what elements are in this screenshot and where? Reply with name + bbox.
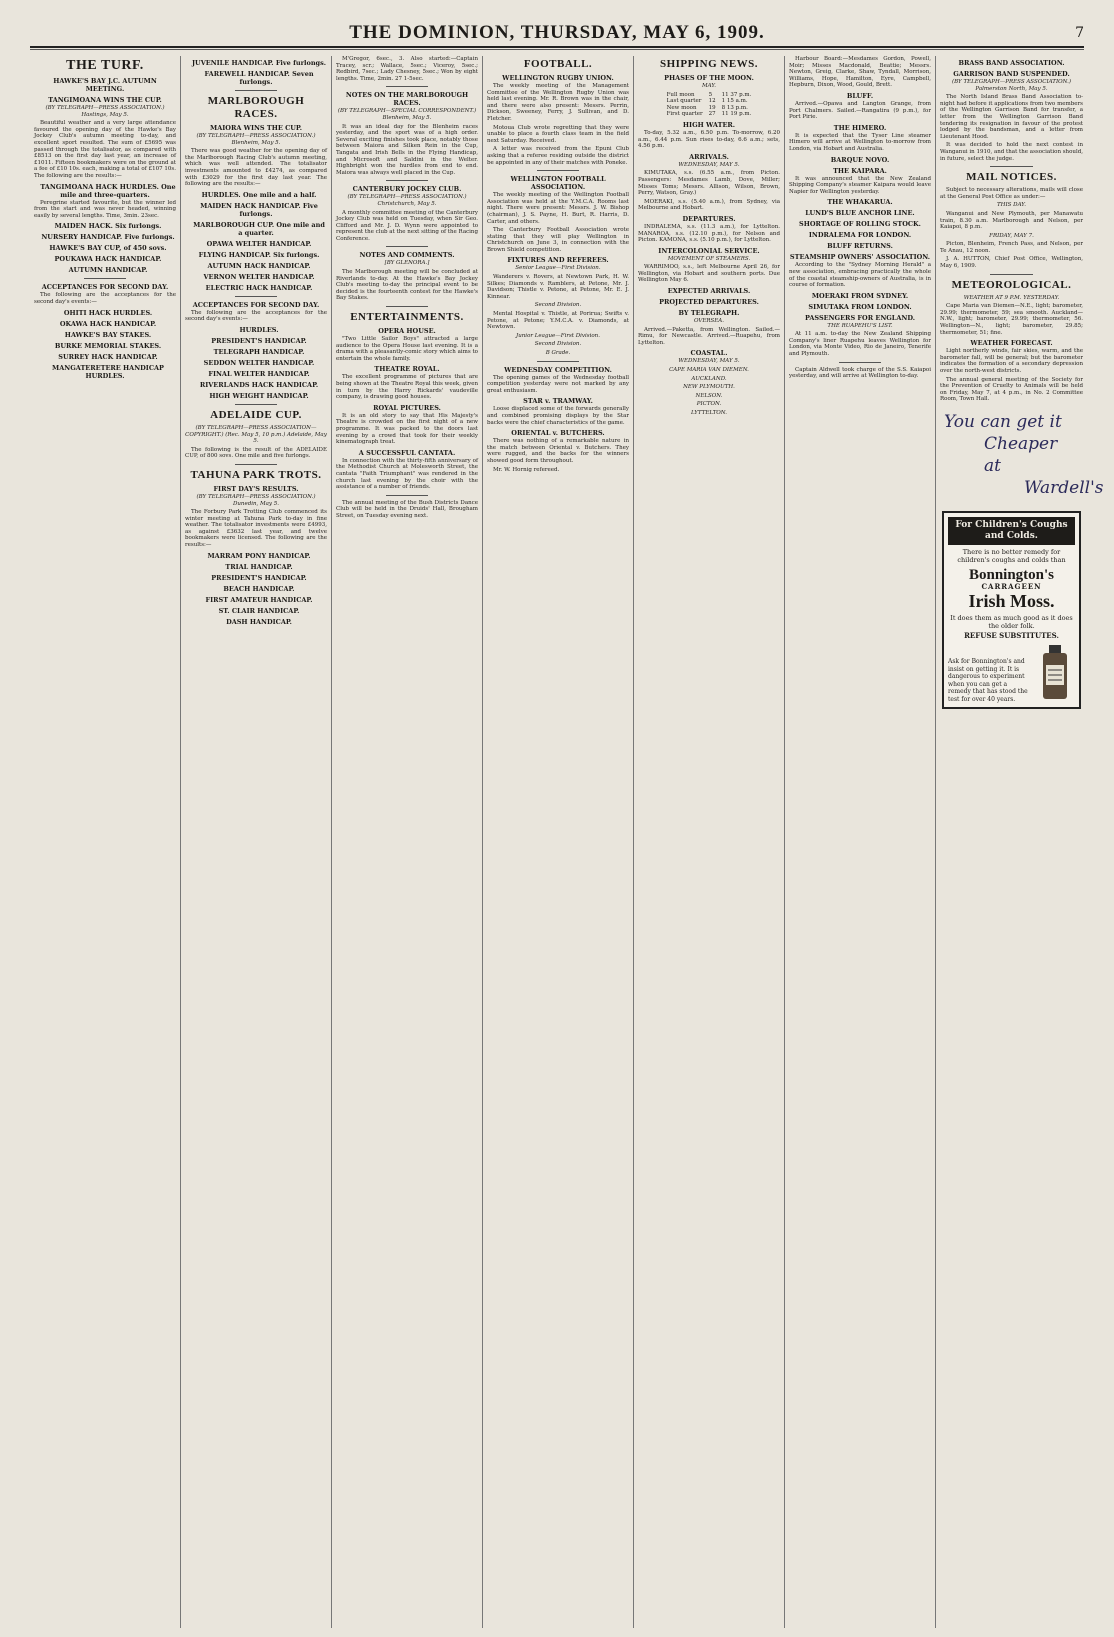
divider <box>84 278 127 279</box>
moon-phases-table <box>664 92 755 118</box>
paragraph: It is an old story to say that His Majesty's Theatre is crowded on the first night of a new programme. It was packed to the doors last evening by a crowd that took for their weekly kinematograph treat. <box>336 412 478 446</box>
race-heading: FINAL WELTER HANDICAP. <box>208 369 310 378</box>
article-heading: BLUFF RETURNS. <box>827 242 893 251</box>
paragraph: "Two Little Sailor Boys" attracted a large audience to the Opera House last evening. It is a drama with a pleasantly-comic story which aims to entertain the whole family. <box>336 336 478 362</box>
divider <box>839 362 882 363</box>
article-heading: BLUFF. <box>846 91 874 100</box>
byline: (BY TELEGRAPH—PRESS ASSOCIATION.) Blenheim, May 5. <box>196 133 316 146</box>
moon-phase-row <box>664 111 755 118</box>
column-4 <box>483 56 634 1628</box>
byline: (BY TELEGRAPH—PRESS ASSOCIATION.) Hastings, May 5. <box>45 105 165 118</box>
article-heading: STEAMSHIP OWNERS' ASSOCIATION. <box>789 253 931 262</box>
article-heading: THEATRE ROYAL. <box>374 365 440 374</box>
race-heading: OHITI HACK HURDLES. <box>63 308 153 317</box>
article-subheading: WEDNESDAY, MAY 5. <box>678 358 740 365</box>
paragraph: Arrived.—Opawa and Langton Grange, from Port Chalmers. Sailed.—Rangatira (9 p.m.), for Port Pirie. <box>789 100 931 121</box>
moon-phase-row <box>664 98 755 105</box>
paragraph: Loose displaced some of the forwards generally and combined promising displays by the Star backs were the chief characteristics of the game. <box>487 406 629 426</box>
article-heading: BY TELEGRAPH. <box>678 309 740 318</box>
paragraph: A letter was received from the Epuni Club asking that a referee residing outside the district be appointed in any of their matches with Poneke. <box>487 146 629 166</box>
article-subheading: OVERSEA. <box>693 318 725 325</box>
divider <box>386 495 429 496</box>
article-heading: A SUCCESSFUL CANTATA. <box>358 448 456 457</box>
moon-time: 11 37 p.m. <box>721 91 752 98</box>
article-heading: PASSENGERS FOR ENGLAND. <box>804 313 916 322</box>
race-heading: AUTUMN HANDICAP. <box>68 266 148 275</box>
article-heading: GARRISON BAND SUSPENDED. <box>953 70 1070 78</box>
article-subheading: CAPE MARIA VAN DIEMEN. <box>669 367 749 374</box>
paragraph: MOERAKI, s.s. (5.40 a.m.), from Sydney, via Melbourne and Hobart. <box>638 198 780 212</box>
paragraph: There was good weather for the opening day of the Marlborough Racing Club's autumn meeting, which was well attended. The totalisator investments amounted to £4274, as compared with £3029 for the first day last year. The following are the results:— <box>185 148 327 188</box>
divider <box>235 90 278 91</box>
race-heading: SEDDON WELTER HANDICAP. <box>203 358 315 367</box>
race-heading: TELEGRAPH HANDICAP. <box>213 347 305 356</box>
article-heading: MAIORA WINS THE CUP. <box>210 124 302 132</box>
paragraph: The following is the result of the ADELAIDE CUP, of 800 sovs. One mile and five furlongs. <box>185 446 327 460</box>
bottle-icon <box>1035 643 1075 703</box>
race-heading: FIRST AMATEUR HANDICAP. <box>205 595 313 604</box>
article-heading: SIMUTAKA FROM LONDON. <box>808 302 912 311</box>
section-heading: TAHUNA PARK TROTS. <box>190 468 322 481</box>
article-heading: NOTES AND COMMENTS. <box>359 251 455 260</box>
ad-illustration-row <box>948 643 1075 703</box>
article-heading: HIGH WATER. <box>682 120 736 129</box>
section-heading: ADELAIDE CUP. <box>210 408 302 421</box>
race-heading: DASH HANDICAP. <box>226 617 292 626</box>
article-heading: WEATHER FORECAST. <box>970 339 1053 348</box>
column-6 <box>785 56 936 1628</box>
paragraph: Cape Maria van Diemen—N.E., light; barometer, 29.99; thermometer, 59; sea smooth. Auckland—N.W., light; barometer, 29.99; thermometer, 56. Wellington—N., light; barometer, 29.85; thermometer, 51; fine. <box>940 303 1083 336</box>
paragraph: M'Gregor, 6sec., 3. Also started:—Captain Tracey, scr.; Wallace, 5sec.; Viceroy, 5sec.; Redbird, 7sec.; Lady Chesney, 5sec.; Won by eight lengths. Time, 2min. 27 1-5sec. <box>336 56 478 82</box>
divider <box>386 306 429 307</box>
race-heading: MAIDEN HACK. Six furlongs. <box>54 222 162 231</box>
paragraph: The Marlborough meeting will be concluded at Riverlands to-day. At the Hawke's Bay Jockey Club's meeting to-day the principal event to be decided is the fourteenth contest for the Hawke's Bay Stakes. <box>336 269 478 302</box>
race-heading: PRESIDENT'S HANDICAP. <box>211 573 307 582</box>
article-heading: INDRALEMA FOR LONDON. <box>808 231 912 240</box>
paragraph: It was announced that the New Zealand Shipping Company's steamer Kaipara would leave Napier for Wellington yesterday. <box>789 175 931 195</box>
article-heading: CANTERBURY JOCKEY CLUB. <box>352 185 462 194</box>
paragraph: The following are the acceptances for the second day's events:— <box>185 309 327 323</box>
paragraph: Picton, Blenheim, French Pass, and Nelson, per Te Anau, 12 noon. <box>940 241 1083 254</box>
byline: (BY TELEGRAPH—PRESS ASSOCIATION—COPYRIGHT.) (Rec. May 5, 10 p.m.) Adelaide, May 5. <box>185 424 327 445</box>
ad-text: It does them as much good as it does the older folk. <box>950 613 1073 630</box>
byline: (BY TELEGRAPH—SPECIAL CORRESPONDENT.) Blenheim, May 5. <box>337 108 477 121</box>
paragraph: Wanderers v. Rovers, at Newtown Park, H. W. Silkes; Diamonds v. Ramblers, at Petone, Mr. J. Davidson; Thistle v. Petone, at Petone, Mr. E. J. Kinnear. <box>487 274 629 300</box>
article-heading: ROYAL PICTURES. <box>373 403 441 412</box>
paragraph: At 11 a.m. to-day the New Zealand Shipping Company's liner Ruapehu leaves Wellington for London, via Monte Video, Rio de Janeiro, Tenerife and Plymouth. <box>789 331 931 358</box>
section-heading: FOOTBALL. <box>523 58 593 70</box>
paragraph: Light northerly winds, fair skies, warm, and the barometer fall, will be general; but the barometer indicates the formation of a secondary depression over the north-west districts. <box>940 348 1083 374</box>
article-heading: FIRST DAY'S RESULTS. <box>213 484 299 493</box>
masthead-rule <box>30 49 1084 50</box>
moon-month: MAY. <box>701 83 717 89</box>
article-subheading: WEATHER AT 9 P.M. YESTERDAY. <box>963 294 1060 301</box>
race-heading: MARRAM PONY HANDICAP. <box>207 551 311 560</box>
article-heading: INTERCOLONIAL SERVICE. <box>658 246 760 255</box>
divider <box>235 464 278 465</box>
article-subheading: LYTTELTON. <box>691 410 727 416</box>
race-heading: MARLBOROUGH CUP. One mile and a quarter. <box>193 220 325 237</box>
masthead-title: THE DOMINION, THURSDAY, MAY 6, 1909. <box>349 22 765 43</box>
paragraph: Beautiful weather and a very large attendance favoured the opening day of the Hawke's Bay Jockey Club's autumn meeting to-day, and excellent sport resulted. The sum of £5695 was passed through the totalisator, as compared with £8513 on the first day last year, an increase of £1011. Fifteen bookmakers were on the ground at a fee of £10 10s. each, making a total of £107 10s. The following are the results:— <box>34 120 176 179</box>
paragraph: It was decided to hold the next contest in Wanganui in 1910, and that the association should, in future, select the judge. <box>940 142 1083 162</box>
article-subheading: THE RUAPEHU'S LIST. <box>827 322 893 329</box>
ad-warning: REFUSE SUBSTITUTES. <box>964 630 1059 640</box>
moon-phase: Full moon <box>666 91 695 98</box>
race-heading: VERNON WELTER HANDICAP. <box>203 272 315 281</box>
article-heading: THE KAIPARA. <box>833 166 887 175</box>
columns <box>30 56 1104 1628</box>
bonningtons-advertisement <box>942 511 1081 709</box>
column-7 <box>936 56 1104 1628</box>
article-heading: THE WHAKARUA. <box>827 198 893 207</box>
moon-phase-row <box>664 105 755 112</box>
paragraph: To-day, 5.32 a.m., 6.50 p.m. To-morrow, 6.20 a.m., 6.44 p.m. Sun rises to-day, 6.6 a.m.; sets, 4.56 p.m. <box>638 129 780 150</box>
paragraph: The Canterbury Football Association wrote stating that they will play Wellington in Christchurch on June 3, in connection with the Brown Shield competition. <box>487 227 629 253</box>
article-heading: WELLINGTON RUGBY UNION. <box>502 74 614 82</box>
section-heading: METEOROLOGICAL. <box>951 278 1072 291</box>
article-subheading: THIS DAY. <box>997 202 1026 209</box>
race-heading: HAWKE'S BAY CUP, of 450 sovs. <box>49 244 167 253</box>
byline: (BY TELEGRAPH—PRESS ASSOCIATION.) Christchurch, May 5. <box>347 194 467 207</box>
paragraph: The annual meeting of the Bush Districts Dance Club will be held in the Druids' Hall, Brougham Street, on Tuesday evening next. <box>336 499 478 519</box>
divider <box>537 361 580 362</box>
byline: [BY GLENORA.] <box>384 260 430 267</box>
race-heading: HURDLES. One mile and a half. <box>201 190 317 199</box>
paragraph: Arrived.—Paketta, from Wellington. Sailed.—Rimu, for Newcastle. Arrived.—Ruapehu, from Lyttelton. <box>638 326 780 346</box>
race-heading: MANGATERETERE HANDICAP HURDLES. <box>52 363 164 380</box>
article-heading: ORIENTAL v. BUTCHERS. <box>511 429 605 438</box>
paragraph: The North Island Brass Band Association to-night had before it applications from two members of the Wellington Garrison Band for transfer, a letter from the Wellington Garrison Band tendering its resignation in favour of the protest lodged by the bandsman, and a letter from Lieutenant Hood. <box>940 94 1083 140</box>
paragraph: Subject to necessary alterations, mails will close at the General Post Office as under:— <box>940 187 1083 200</box>
article-heading: BRASS BAND ASSOCIATION. <box>958 59 1065 67</box>
byline: (BY TELEGRAPH—PRESS ASSOCIATION.) Dunedin, May 5. <box>196 493 316 507</box>
article-heading: PROJECTED DEPARTURES. <box>659 298 759 307</box>
ad-text: Ask for Bonnington's and insist on getting it. It is dangerous to experiment when you can get a remedy that has stood the test for over 40 years. <box>948 658 1028 703</box>
divider <box>235 404 278 405</box>
race-heading: HAWKE'S BAY STAKES. <box>64 330 152 339</box>
article-heading: ACCEPTANCES FOR SECOND DAY. <box>192 300 320 309</box>
article-heading: PHASES OF THE MOON. <box>664 74 754 82</box>
race-heading: AUTUMN HACK HANDICAP. <box>207 261 311 270</box>
article-heading: FIXTURES AND REFEREES. <box>507 256 609 265</box>
paragraph: According to the "Sydney Morning Herald" a new association, embracing practically the whole of the coastal steamship-owners of Australia, is in course of formation. <box>789 262 931 289</box>
race-heading: PRESIDENT'S HANDICAP. <box>211 336 307 345</box>
moon-time: 1 15 a.m. <box>721 98 748 105</box>
moon-day: 5 <box>708 91 713 98</box>
race-heading: SURREY HACK HANDICAP. <box>58 352 158 361</box>
paragraph: Peregrine started favourite, but the winner led from the start and was never headed, winning easily by several lengths. Time, 3min. 23sec. <box>34 199 176 219</box>
article-subheading: PICTON. <box>696 401 722 408</box>
race-heading: HIGH WEIGHT HANDICAP. <box>209 391 309 400</box>
article-heading: BARQUE NOVO. <box>830 155 890 164</box>
article-subheading: NELSON. <box>695 392 723 399</box>
article-subheading: AUCKLAND. <box>691 375 727 382</box>
moon-time: 8 13 p.m. <box>721 104 748 111</box>
article-heading: STAR v. TRAMWAY. <box>523 397 593 406</box>
race-heading: BURKE MEMORIAL STAKES. <box>54 341 162 350</box>
moon-phase-row <box>664 92 755 99</box>
race-heading: BEACH HANDICAP. <box>223 584 295 593</box>
article-subheading: Second Division. <box>534 341 582 348</box>
divider <box>235 296 278 297</box>
moon-phase: First quarter <box>666 111 703 118</box>
race-heading: RIVERLANDS HACK HANDICAP. <box>199 380 319 389</box>
paragraph: Harbour Board:—Mesdames Gordon, Powell, Moir; Misses Macdonald, Beattie; Messrs. Newton, Greig, Clarke, Shaw, Tyndall, Morrison, Williams, Hope, Hamilton, Eyre, Campbell, Hepburn, Dixon, Wood, Gould, Brett. <box>789 56 931 89</box>
paragraph: There was nothing of a remarkable nature in the match between Oriental v. Butchers. They were rugged, and the backs for the winners showed good form throughout. <box>487 438 629 464</box>
divider <box>537 170 580 171</box>
section-heading: MAIL NOTICES. <box>966 171 1057 184</box>
article-subheading: MOVEMENT OF STEAMERS. <box>667 255 751 262</box>
masthead <box>30 20 1084 48</box>
race-heading: NURSERY HANDICAP. Five furlongs. <box>41 233 175 242</box>
ad-product: Irish Moss. <box>968 590 1055 611</box>
column-3 <box>332 56 483 1628</box>
article-heading: NOTES ON THE MARLBOROUGH RACES. <box>345 91 469 108</box>
divider <box>990 274 1033 275</box>
section-heading: SHIPPING NEWS. <box>659 58 759 70</box>
paragraph: The following are the acceptances for the second day's events:— <box>34 292 176 305</box>
paragraph: Motoua Club wrote regretting that they were unable to place a fourth class team in the field next Saturday. Received. <box>487 124 629 144</box>
paragraph: INDRALEMA, s.s. (11.3 a.m.), for Lyttelton. MANAROA, s.s. (12.10 p.m.), for Nelson and Picton. KAMONA, s.s. (5.10 p.m.), for Lyttelton. <box>638 223 780 244</box>
paragraph: Mental Hospital v. Thistle, at Porirua; Swifts v. Petone, at Petone; Y.M.C.A. v. Diamonds, at Newtown. <box>487 311 629 331</box>
article-subheading: FRIDAY, MAY 7. <box>989 232 1034 239</box>
article-heading: WELLINGTON FOOTBALL ASSOCIATION. <box>510 175 606 192</box>
race-heading: ST. CLAIR HANDICAP. <box>218 606 300 615</box>
moon-phase: Last quarter <box>666 98 702 105</box>
paragraph: Mr. W. Hornig refereed. <box>493 466 560 473</box>
section-heading: THE TURF. <box>66 58 144 73</box>
article-heading: COASTAL. <box>690 349 728 358</box>
divider <box>386 86 429 87</box>
article-subheading: Second Division. <box>534 302 582 309</box>
article-subheading: Senior League—First Division. <box>515 265 601 272</box>
paragraph: The opening games of the Wednesday football competition yesterday were not marked by any great enthusiasm. <box>487 374 629 394</box>
paragraph: It is expected that the Tyser Line steamer Himero will arrive at Wellington to-morrow from London, via Hobart and Australia. <box>789 132 931 152</box>
column-5 <box>634 56 785 1628</box>
byline: (BY TELEGRAPH—PRESS ASSOCIATION.) Palmerston North, May 5. <box>951 79 1072 92</box>
ad-subbrand: CARRAGEEN <box>981 581 1042 591</box>
page-number: 7 <box>1075 25 1084 41</box>
race-heading: JUVENILE HANDICAP. Five furlongs. <box>191 59 327 67</box>
article-heading: MOERAKI FROM SYDNEY. <box>811 291 909 300</box>
race-heading: HURDLES. <box>239 325 279 334</box>
article-heading: THE HIMERO. <box>833 123 887 132</box>
moon-phase: New moon <box>666 104 697 111</box>
paragraph: Captain Aldwell took charge of the S.S. Kaiapoi yesterday, and will arrive at Wellington to-day. <box>789 366 931 380</box>
article-subheading: TANGIMOANA WINS THE CUP. <box>48 96 162 104</box>
divider <box>990 166 1033 167</box>
ad-headline: For Children's Coughs and Colds. <box>948 517 1075 545</box>
article-heading: OPERA HOUSE. <box>378 327 436 336</box>
article-subheading: WEDNESDAY, MAY 5. <box>678 161 740 168</box>
race-heading: TRIAL HANDICAP. <box>225 562 293 571</box>
paragraph: The Forbury Park Trotting Club commenced its winter meeting at Tahuna Park to-day in fine weather. The totalisator investments were £4993, as against £3632 last year, and twelve bookmakers were licensed. The following are the results:— <box>185 509 327 549</box>
article-heading: ACCEPTANCES FOR SECOND DAY. <box>41 283 169 292</box>
paragraph: The weekly meeting of the Management Committee of the Wellington Rugby Union was held last evening. Mr. R. Brown was in the chair, and there were also present: Messrs. Perrin, Dickson, Sweeney, Ferry, J. Sullivan, and D. Fletcher. <box>487 83 629 122</box>
article-heading: ARRIVALS. <box>689 152 729 161</box>
moon-day: 27 <box>708 111 716 118</box>
article-subheading: NEW PLYMOUTH. <box>683 384 735 391</box>
divider <box>386 180 429 181</box>
race-heading: TANGIMOANA HACK HURDLES. One mile and three-quarters. <box>40 182 176 199</box>
moon-day: 19 <box>708 104 716 111</box>
article-subheading: B Grade. <box>545 350 571 356</box>
race-heading: FLYING HANDICAP. Six furlongs. <box>198 250 320 259</box>
article-subheading: Junior League—First Division. <box>516 332 600 339</box>
article-heading: DEPARTURES. <box>682 214 736 223</box>
paragraph: The excellent programme of pictures that are being shown at the Theatre Royal this week, given in turn by the Harry Rickards' vaudeville company, is drawing good houses. <box>336 374 478 401</box>
paragraph: The weekly meeting of the Wellington Football Association was held at the Y.M.C.A. Rooms last night. There were present: Messrs. J. W. Bishop (chairman), J. S. Payne, H. Burt, R. Harris, D. Carter, and others. <box>487 192 629 225</box>
article-heading: EXPECTED ARRIVALS. <box>667 287 751 296</box>
ad-brand: Bonnington's <box>968 566 1055 583</box>
moon-day: 12 <box>708 98 716 105</box>
moon-time: 11 19 p.m. <box>721 111 752 118</box>
paragraph: KIMUTAKA, s.s. (6.55 a.m., from Picton. Passengers: Mesdames Lamb, Dove, Miller; Misses Toms; Messrs. Allison, Wilson, Brown, Perry, Watson, Gray.) <box>638 170 780 197</box>
ad-text: There is no better remedy for children's coughs and colds than <box>957 547 1066 564</box>
race-heading: MAIDEN HACK HANDICAP. Five furlongs. <box>200 201 318 218</box>
article-heading: LUND'S BLUE ANCHOR LINE. <box>805 209 915 218</box>
paragraph: J. A. HUTTON, Chief Post Office, Wellington, May 6, 1909. <box>940 256 1083 270</box>
paragraph: Wanganui and New Plymouth, per Manawatu train, 8.30 a.m. Marlborough and Nelson, per Kaiapoi, 8 p.m. <box>940 210 1083 231</box>
race-heading: ELECTRIC HACK HANDICAP. <box>205 283 313 292</box>
section-heading: MARLBOROUGH RACES. <box>207 95 305 120</box>
race-heading: OPAWA WELTER HANDICAP. <box>206 239 312 248</box>
paragraph: A monthly committee meeting of the Canterbury Jockey Club was held on Tuesday, when Sir Geo. Clifford and Mr. J. D. Wynn were appointed to represent the club at the next sitting of the Racing Conference. <box>336 209 478 242</box>
article-heading: SHORTAGE OF ROLLING STOCK. <box>799 220 921 229</box>
paragraph: The annual general meeting of the Society for the Prevention of Cruelty to Animals will be held on Friday, May 7, at 4 p.m., in No. 2 Committee Room, Town Hall. <box>940 376 1083 403</box>
race-heading: FAREWELL HANDICAP. Seven furlongs. <box>204 70 314 86</box>
paragraph: It was an ideal day for the Blenheim races yesterday, and the sport was of a high order. Several exciting finishes took place, notably those between Maiora and Silken Rein in the Cup, Tangata and Irish Bells in the Flying Handicap, and Microsoft and Saldini in the Welter. Highbright won the hurdles from end to end. Maiora was always well placed in the Cup. <box>336 123 478 176</box>
handwritten-annotation: You can get it Cheaper at Wardell's <box>944 411 1104 498</box>
race-heading: POUKAWA HACK HANDICAP. <box>54 255 162 264</box>
column-2 <box>181 56 332 1628</box>
column-1 <box>30 56 181 1628</box>
article-heading: HAWKE'S BAY J.C. AUTUMN MEETING. <box>53 77 157 93</box>
race-heading: OKAWA HACK HANDICAP. <box>59 319 157 328</box>
paragraph: In connection with the thirty-fifth anniversary of the Methodist Church at Molesworth Street, the cantata "Faith Triumphant" was rendered in the church last evening by the choir with the assistance of a number of friends. <box>336 457 478 491</box>
section-heading: ENTERTAINMENTS. <box>350 311 464 324</box>
divider <box>386 246 429 247</box>
paragraph: WARRIMOO, s.s., left Melbourne April 26, for Wellington, via Hobart and southern ports. Due Wellington May 6. <box>638 264 780 284</box>
article-heading: WEDNESDAY COMPETITION. <box>504 365 612 374</box>
